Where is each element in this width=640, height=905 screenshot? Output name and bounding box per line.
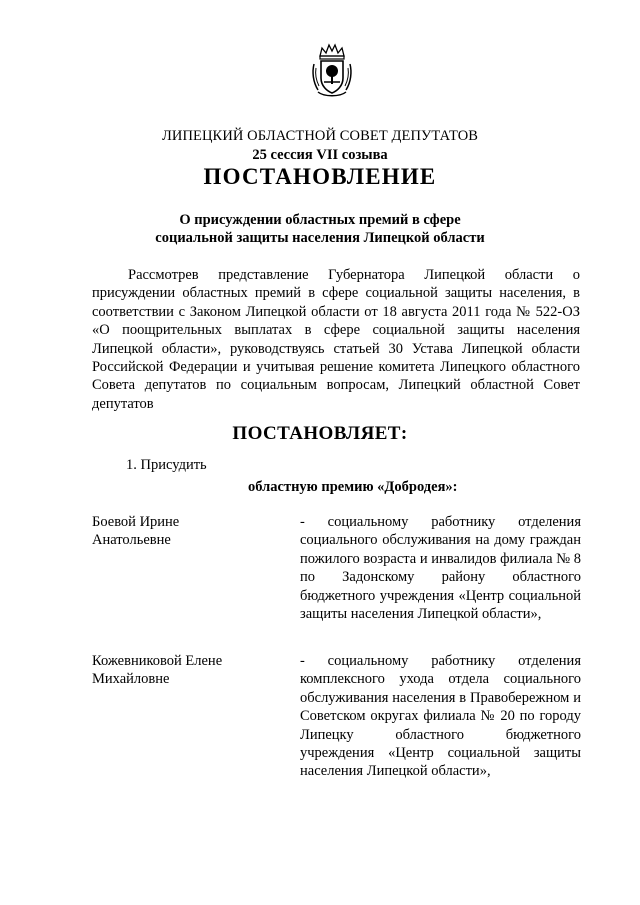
recipient-name [92, 513, 282, 550]
preamble-paragraph: Рассмотрев представление Губернатора Липецкой области о присуждении областных премий в сфере социальной защиты населения, в соответствии с Законом Липецкой области от 18 августа 2011 года № 522-ОЗ «О поощрительных выплатах в сфере социальной защиты населения Липецкой области», руководствуясь статьей 30 Устава Липецкой области Российской Федерации и учитывая решение комитета Липецкого областного Совета депутатов по социальным вопросам, Липецкий областной Совет депутатов [92, 267, 580, 412]
recipient-name [92, 652, 282, 689]
recipient-name-line: Михайловне [92, 671, 170, 688]
recipient-name-line: Боевой Ирине [92, 514, 180, 530]
recipient-name-line: Кожевниковой Елене [92, 653, 223, 669]
document-subject [0, 211, 640, 247]
list-item-1: 1. Присудить [126, 457, 207, 473]
award-title: областную премию «Добродея»: [248, 479, 458, 495]
council-name: ЛИПЕЦКИЙ ОБЛАСТНОЙ СОВЕТ ДЕПУТАТОВ [161, 128, 479, 144]
recipient-description: - социальному работнику отделения социального обслуживания на дому граждан пожилого возраста и инвалидов филиала № 8 по Задонскому району областного бюджетного учреждения «Центр социальной защиты населения Липецкой области», [300, 514, 581, 623]
subject-line-2: социальной защиты населения Липецкой области [155, 230, 485, 246]
coat-of-arms-icon [310, 42, 354, 98]
document-type: ПОСТАНОВЛЕНИЕ [203, 164, 437, 189]
resolves-heading: ПОСТАНОВЛЯЕТ: [232, 423, 408, 444]
subject-line-1: О присуждении областных премий в сфере [179, 212, 461, 228]
recipient-description: - социальному работнику отделения комплексного ухода отдела социального обслуживания населения в Правобережном и Советском округах филиала № 20 по городу Липецку областного бюджетного учреждения «Центр социальной защиты населения Липецкой области», [300, 653, 581, 780]
session-label: 25 сессия VII созыва [252, 147, 388, 163]
recipient-name-line: Анатольевне [92, 532, 171, 549]
